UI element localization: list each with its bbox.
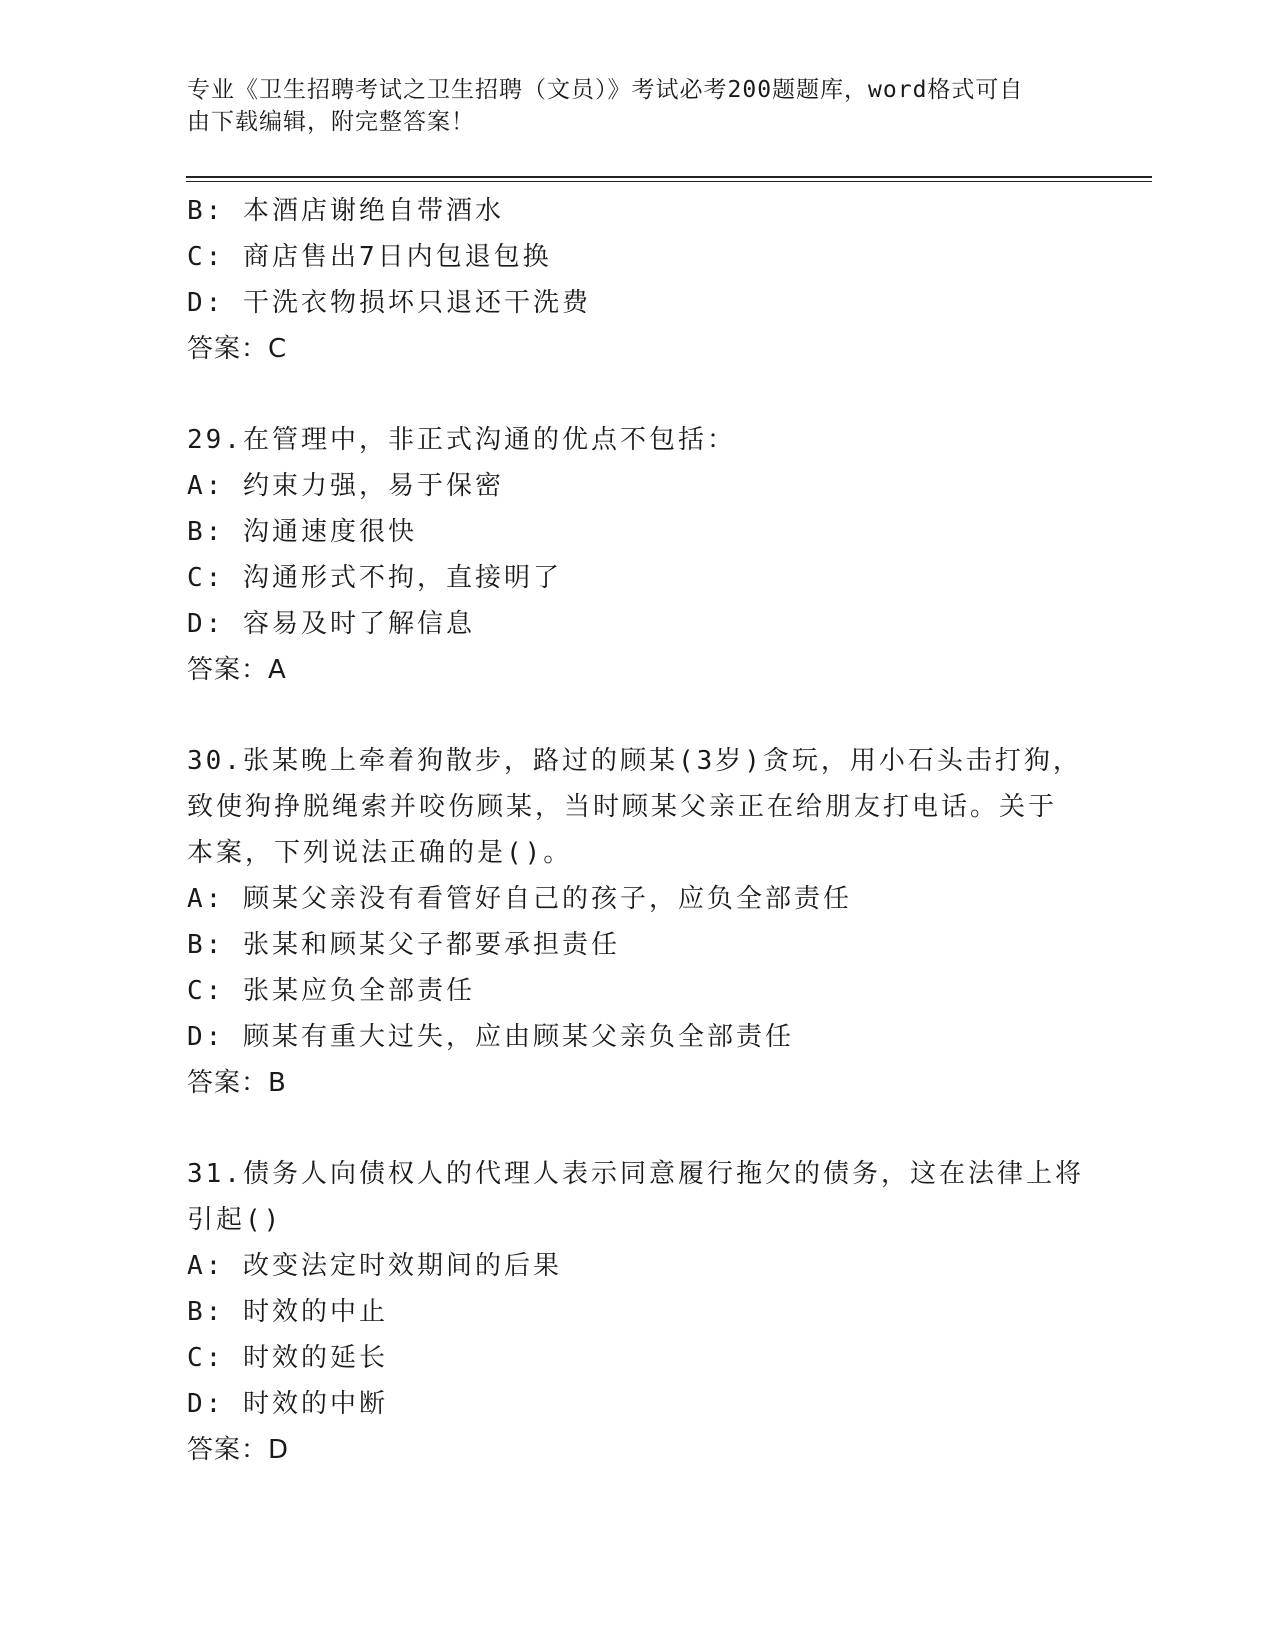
header-line-1: 专业《卫生招聘考试之卫生招聘（文员）》考试必考200题题库，word格式可自 (187, 77, 1024, 103)
spacer (187, 372, 1087, 417)
answer-line: 答案：B (187, 1068, 287, 1098)
header-line-2: 由下载编辑，附完整答案！ (187, 109, 475, 135)
option-b: B: 时效的中止 (187, 1297, 388, 1327)
header-rule-thin (186, 181, 1152, 182)
question-text: 致使狗挣脱绳索并咬伤顾某，当时顾某父亲正在给朋友打电话。关于 (187, 792, 1058, 822)
document-header (187, 74, 1067, 138)
option-a: A: 约束力强，易于保密 (187, 471, 504, 501)
question-text: 引起() (187, 1205, 283, 1235)
answer-line: 答案：A (187, 655, 287, 685)
option-c: C: 沟通形式不拘，直接明了 (187, 563, 562, 593)
header-rule-thick (186, 176, 1152, 178)
option-d: D: 干洗衣物损坏只退还干洗费 (187, 288, 591, 318)
option-c: C: 张某应负全部责任 (187, 976, 475, 1006)
option-a: A: 改变法定时效期间的后果 (187, 1251, 562, 1281)
prev-question (187, 188, 1087, 372)
option-d: D: 时效的中断 (187, 1389, 388, 1419)
option-d: D: 容易及时了解信息 (187, 609, 475, 639)
question-text: 30.张某晚上牵着狗散步，路过的顾某(3岁)贪玩，用小石头击打狗， (187, 746, 1082, 776)
spacer (187, 1106, 1087, 1151)
option-a: A: 顾某父亲没有看管好自己的孩子，应负全部责任 (187, 884, 852, 914)
option-b: B: 张某和顾某父子都要承担责任 (187, 930, 620, 960)
answer-line: 答案：D (187, 1435, 290, 1465)
option-b: B: 本酒店谢绝自带酒水 (187, 196, 504, 226)
spacer (187, 693, 1087, 738)
option-b: B: 沟通速度很快 (187, 517, 417, 547)
question-text: 31.债务人向债权人的代理人表示同意履行拖欠的债务，这在法律上将 (187, 1159, 1084, 1189)
question-text: 29.在管理中，非正式沟通的优点不包括： (187, 425, 736, 455)
question-29 (187, 417, 1087, 693)
question-30 (187, 738, 1087, 1106)
question-text: 本案，下列说法正确的是()。 (187, 838, 573, 868)
question-31 (187, 1151, 1087, 1473)
option-c: C: 时效的延长 (187, 1343, 388, 1373)
answer-line: 答案：C (187, 334, 288, 364)
option-c: C: 商店售出7日内包退包换 (187, 242, 552, 272)
question-list (187, 188, 1087, 1473)
option-d: D: 顾某有重大过失，应由顾某父亲负全部责任 (187, 1022, 794, 1052)
